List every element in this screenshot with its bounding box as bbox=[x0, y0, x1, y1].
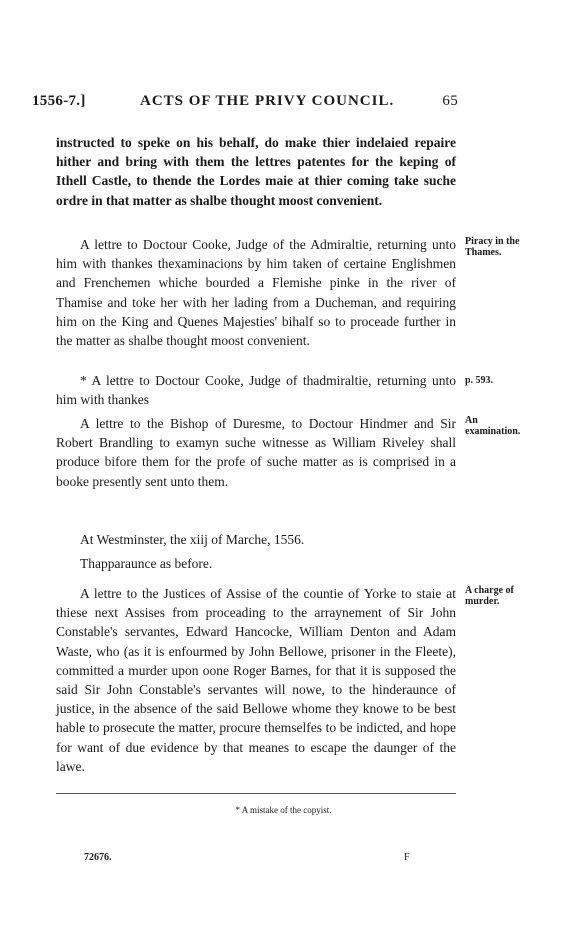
header-years: 1556-7.] bbox=[32, 93, 86, 109]
paragraph-yorke-letter: A lettre to the Justices of Assise of the countie of Yorke to staie at thiese next Assises from proceading to the arraynement of Sir John Constable's servantes, Edward Hancocke, William Denton and Adam Waste, who (as it is enfourmed by John Bellowe, prisoner in the Fleete), committed a murder upon oone Roger Barnes, for that it is supposed the said Sir John Constable's servantes will nowe, to the hinderaunce of justice, in the absence of the said Bellowe whome they knowe to be best hable to prosecute the matter, procure themselfes to be indicted, and hope for want of due evidence by that meanes to escape the daunger of the lawe. bbox=[56, 586, 456, 774]
signature-mark: F bbox=[404, 852, 410, 863]
paragraph-duresme-letter: A lettre to the Bishop of Duresme, to Doctour Hindmer and Sir Robert Brandling to examyn suche witnesse as William Riveley shall produce bifore them for the profe of suche matter as is comprised in a booke presently sent unto them. bbox=[56, 416, 456, 489]
meeting-place-date: At Westminster, the xiij of Marche, 1556. bbox=[80, 532, 305, 547]
meeting-attendance: Thapparaunce as before. bbox=[80, 556, 213, 571]
printer-signature: 72676. bbox=[84, 852, 112, 863]
margin-note-murder: A charge of murder. bbox=[465, 585, 514, 607]
paragraph-admiralty-letter: A lettre to Doctour Cooke, Judge of the Admiraltie, returning unto him with thankes thexaminacions by him taken of certaine Englishmen and Frenchemen whiche bourded a Flemishe pinke in the river of Thamise and toke her with her lading from a Ducheman, and requiring him on the King and Quenes Majesties' bihalf so to proceade further in the matter as shalbe thought moost convenient. bbox=[56, 237, 456, 349]
margin-note-examination: An examination. bbox=[465, 415, 521, 437]
margin-note-piracy: Piracy in the Thames. bbox=[465, 236, 520, 258]
header-page-number: 65 bbox=[442, 93, 458, 109]
paragraph-continuation: instructed to speke on his behalf, do make thier indelaied repaire hither and bring with them the lettres patentes for the keping of Ithell Castle, to thende the Lordes maie at thier coming take suche ordre in that matter as shalbe thought moost convenient. bbox=[56, 135, 456, 208]
header-title: ACTS OF THE PRIVY COUNCIL. bbox=[140, 93, 395, 109]
footnote-rule bbox=[56, 793, 456, 794]
footnote: * A mistake of the copyist. bbox=[235, 805, 332, 815]
paragraph-copyist-duplicate: * A lettre to Doctour Cooke, Judge of thadmiraltie, returning unto him with thankes bbox=[56, 373, 456, 408]
margin-note-page-ref: p. 593. bbox=[465, 375, 494, 386]
